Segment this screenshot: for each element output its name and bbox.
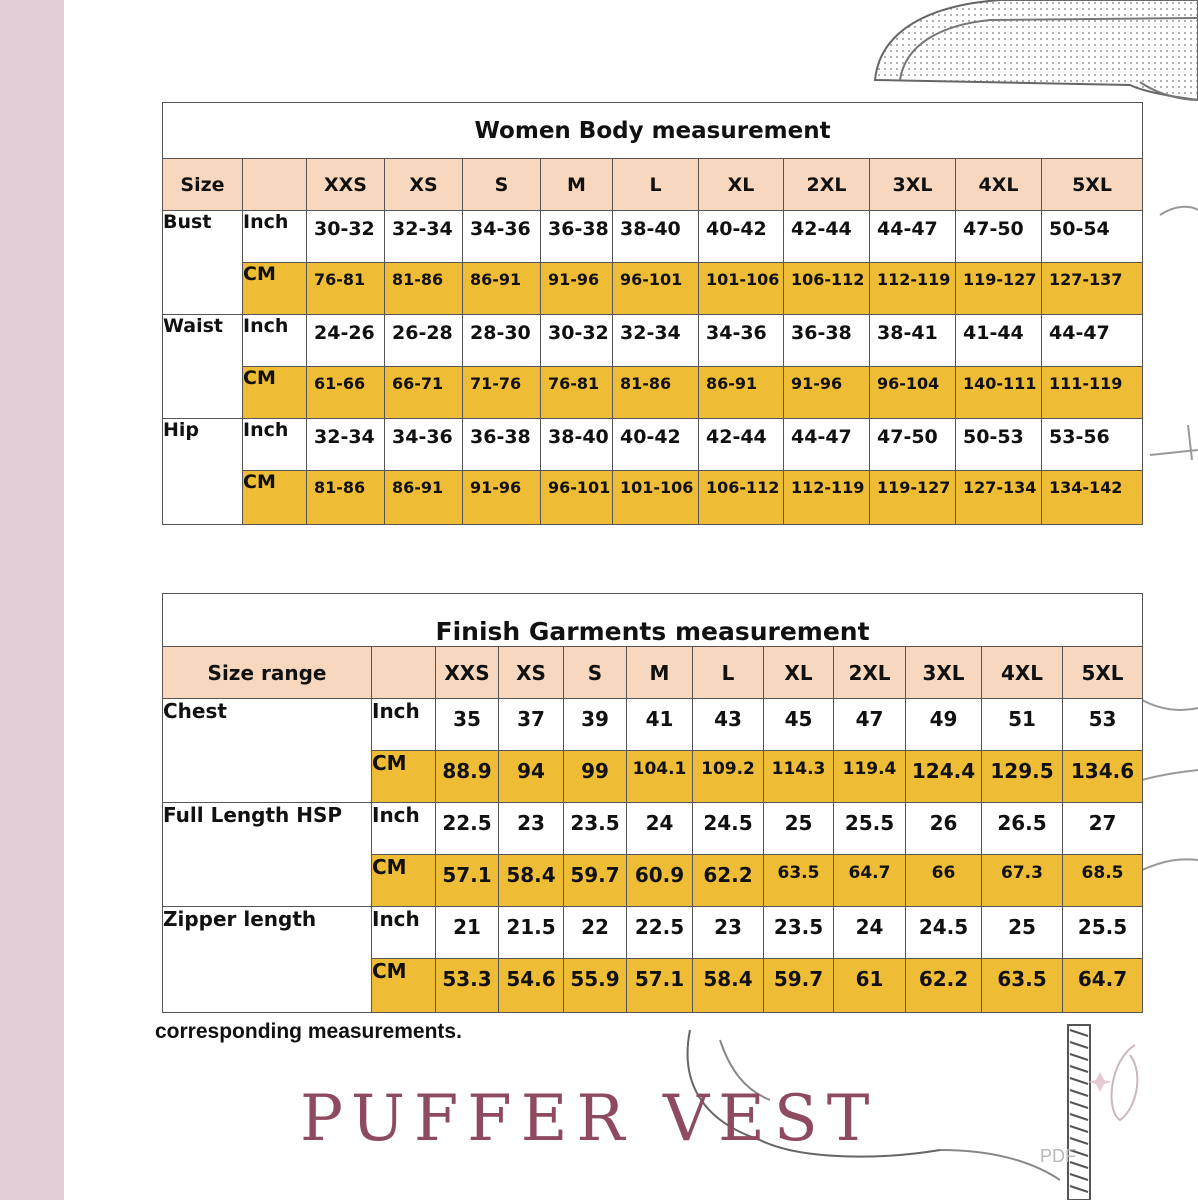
full-length-hsp-inch-row xyxy=(163,803,1143,855)
value-cell: 68.5 xyxy=(1063,855,1143,907)
value-cell: 112-119 xyxy=(870,263,956,315)
value-cell: 32-34 xyxy=(307,419,385,471)
value-cell: 91-96 xyxy=(541,263,613,315)
value-cell: 26-28 xyxy=(385,315,463,367)
value-cell: 30-32 xyxy=(307,211,385,263)
value-cell: 40-42 xyxy=(699,211,784,263)
value-cell: 47-50 xyxy=(870,419,956,471)
inch-unit-label: Inch xyxy=(372,907,436,959)
value-cell: 21 xyxy=(436,907,499,959)
value-cell: 26 xyxy=(906,803,982,855)
value-cell: 43 xyxy=(693,699,764,751)
value-cell: 119.4 xyxy=(834,751,906,803)
value-cell: 35 xyxy=(436,699,499,751)
value-cell: 25 xyxy=(982,907,1063,959)
value-cell: 34-36 xyxy=(699,315,784,367)
value-cell: 57.1 xyxy=(436,855,499,907)
size-header-cell: XL xyxy=(699,159,784,211)
value-cell: 25.5 xyxy=(1063,907,1143,959)
value-cell: 99 xyxy=(564,751,627,803)
garment-table-title: Finish Garments measurement xyxy=(163,594,1143,647)
value-cell: 86-91 xyxy=(463,263,541,315)
value-cell: 64.7 xyxy=(834,855,906,907)
value-cell: 119-127 xyxy=(956,263,1042,315)
value-cell: 71-76 xyxy=(463,367,541,419)
value-cell: 86-91 xyxy=(699,367,784,419)
chest-label: Chest xyxy=(163,699,372,803)
value-cell: 27 xyxy=(1063,803,1143,855)
value-cell: 36-38 xyxy=(541,211,613,263)
hip-cm-row xyxy=(163,471,1143,525)
value-cell: 28-30 xyxy=(463,315,541,367)
value-cell: 38-40 xyxy=(613,211,699,263)
inch-unit-label: Inch xyxy=(243,315,307,367)
value-cell: 32-34 xyxy=(613,315,699,367)
value-cell: 50-54 xyxy=(1042,211,1143,263)
value-cell: 23.5 xyxy=(764,907,834,959)
value-cell: 55.9 xyxy=(564,959,627,1013)
value-cell: 119-127 xyxy=(870,471,956,525)
value-cell: 22 xyxy=(564,907,627,959)
unit-header-blank xyxy=(243,159,307,211)
inch-unit-label: Inch xyxy=(243,419,307,471)
size-header-cell: S xyxy=(463,159,541,211)
value-cell: 101-106 xyxy=(613,471,699,525)
zipper-length-label: Zipper length xyxy=(163,907,372,1013)
value-cell: 104.1 xyxy=(627,751,693,803)
size-header-cell: 2XL xyxy=(784,159,870,211)
cm-unit-label: CM xyxy=(372,959,436,1013)
value-cell: 38-40 xyxy=(541,419,613,471)
body-size-header-row xyxy=(163,159,1143,211)
value-cell: 94 xyxy=(499,751,564,803)
value-cell: 25 xyxy=(764,803,834,855)
size-range-header-label: Size range xyxy=(163,647,372,699)
bust-inch-row xyxy=(163,211,1143,263)
garment-size-header-row xyxy=(163,647,1143,699)
bust-cm-row xyxy=(163,263,1143,315)
inch-unit-label: Inch xyxy=(372,699,436,751)
value-cell: 127-137 xyxy=(1042,263,1143,315)
value-cell: 57.1 xyxy=(627,959,693,1013)
size-header-cell: L xyxy=(693,647,764,699)
value-cell: 21.5 xyxy=(499,907,564,959)
value-cell: 45 xyxy=(764,699,834,751)
size-header-cell: 4XL xyxy=(956,159,1042,211)
value-cell: 44-47 xyxy=(870,211,956,263)
value-cell: 53 xyxy=(1063,699,1143,751)
value-cell: 127-134 xyxy=(956,471,1042,525)
value-cell: 96-101 xyxy=(541,471,613,525)
value-cell: 101-106 xyxy=(699,263,784,315)
value-cell: 114.3 xyxy=(764,751,834,803)
value-cell: 22.5 xyxy=(627,907,693,959)
value-cell: 67.3 xyxy=(982,855,1063,907)
value-cell: 38-41 xyxy=(870,315,956,367)
value-cell: 112-119 xyxy=(784,471,870,525)
full-length-hsp-label: Full Length HSP xyxy=(163,803,372,907)
value-cell: 63.5 xyxy=(982,959,1063,1013)
size-header-cell: XXS xyxy=(307,159,385,211)
value-cell: 30-32 xyxy=(541,315,613,367)
value-cell: 24-26 xyxy=(307,315,385,367)
size-header-cell: XL xyxy=(764,647,834,699)
waist-inch-row xyxy=(163,315,1143,367)
value-cell: 91-96 xyxy=(784,367,870,419)
value-cell: 66-71 xyxy=(385,367,463,419)
value-cell: 64.7 xyxy=(1063,959,1143,1013)
value-cell: 86-91 xyxy=(385,471,463,525)
value-cell: 24 xyxy=(627,803,693,855)
hip-inch-row xyxy=(163,419,1143,471)
value-cell: 42-44 xyxy=(699,419,784,471)
value-cell: 50-53 xyxy=(956,419,1042,471)
cm-unit-label: CM xyxy=(372,751,436,803)
zipper-length-inch-row xyxy=(163,907,1143,959)
value-cell: 96-101 xyxy=(613,263,699,315)
value-cell: 26.5 xyxy=(982,803,1063,855)
value-cell: 40-42 xyxy=(613,419,699,471)
value-cell: 61 xyxy=(834,959,906,1013)
value-cell: 140-111 xyxy=(956,367,1042,419)
size-header-cell: 2XL xyxy=(834,647,906,699)
women-body-measurement-table xyxy=(162,102,1143,525)
body-table-title: Women Body measurement xyxy=(163,103,1143,159)
value-cell: 24.5 xyxy=(693,803,764,855)
finish-garments-measurement-table xyxy=(162,593,1143,1013)
value-cell: 24.5 xyxy=(906,907,982,959)
value-cell: 81-86 xyxy=(385,263,463,315)
value-cell: 42-44 xyxy=(784,211,870,263)
value-cell: 49 xyxy=(906,699,982,751)
value-cell: 106-112 xyxy=(699,471,784,525)
size-header-cell: L xyxy=(613,159,699,211)
value-cell: 23.5 xyxy=(564,803,627,855)
value-cell: 62.2 xyxy=(693,855,764,907)
value-cell: 41-44 xyxy=(956,315,1042,367)
value-cell: 53-56 xyxy=(1042,419,1143,471)
value-cell: 59.7 xyxy=(764,959,834,1013)
product-title: PUFFER VEST xyxy=(300,1082,879,1156)
value-cell: 134-142 xyxy=(1042,471,1143,525)
size-header-cell: 5XL xyxy=(1042,159,1143,211)
cm-unit-label: CM xyxy=(243,471,307,525)
value-cell: 36-38 xyxy=(463,419,541,471)
value-cell: 47-50 xyxy=(956,211,1042,263)
value-cell: 66 xyxy=(906,855,982,907)
note-text: corresponding measurements. xyxy=(155,1020,462,1043)
unit-header-blank xyxy=(372,647,436,699)
size-header-cell: XS xyxy=(499,647,564,699)
value-cell: 34-36 xyxy=(385,419,463,471)
value-cell: 81-86 xyxy=(307,471,385,525)
waist-cm-row xyxy=(163,367,1143,419)
value-cell: 91-96 xyxy=(463,471,541,525)
value-cell: 124.4 xyxy=(906,751,982,803)
value-cell: 37 xyxy=(499,699,564,751)
value-cell: 81-86 xyxy=(613,367,699,419)
value-cell: 111-119 xyxy=(1042,367,1143,419)
value-cell: 129.5 xyxy=(982,751,1063,803)
size-header-cell: M xyxy=(627,647,693,699)
value-cell: 44-47 xyxy=(1042,315,1143,367)
size-header-cell: XXS xyxy=(436,647,499,699)
value-cell: 76-81 xyxy=(541,367,613,419)
waist-label: Waist xyxy=(163,315,243,419)
hip-label: Hip xyxy=(163,419,243,525)
value-cell: 41 xyxy=(627,699,693,751)
value-cell: 25.5 xyxy=(834,803,906,855)
value-cell: 60.9 xyxy=(627,855,693,907)
value-cell: 106-112 xyxy=(784,263,870,315)
value-cell: 23 xyxy=(693,907,764,959)
value-cell: 36-38 xyxy=(784,315,870,367)
value-cell: 76-81 xyxy=(307,263,385,315)
size-header-cell: 3XL xyxy=(906,647,982,699)
value-cell: 63.5 xyxy=(764,855,834,907)
value-cell: 109.2 xyxy=(693,751,764,803)
value-cell: 96-104 xyxy=(870,367,956,419)
bust-label: Bust xyxy=(163,211,243,315)
value-cell: 51 xyxy=(982,699,1063,751)
value-cell: 61-66 xyxy=(307,367,385,419)
value-cell: 54.6 xyxy=(499,959,564,1013)
pdf-watermark: PDF xyxy=(1040,1146,1076,1166)
size-header-label: Size xyxy=(163,159,243,211)
inch-unit-label: Inch xyxy=(243,211,307,263)
cm-unit-label: CM xyxy=(243,367,307,419)
value-cell: 23 xyxy=(499,803,564,855)
chest-inch-row xyxy=(163,699,1143,751)
size-header-cell: 3XL xyxy=(870,159,956,211)
value-cell: 58.4 xyxy=(499,855,564,907)
value-cell: 39 xyxy=(564,699,627,751)
value-cell: 47 xyxy=(834,699,906,751)
value-cell: 32-34 xyxy=(385,211,463,263)
inch-unit-label: Inch xyxy=(372,803,436,855)
value-cell: 44-47 xyxy=(784,419,870,471)
cm-unit-label: CM xyxy=(372,855,436,907)
value-cell: 22.5 xyxy=(436,803,499,855)
value-cell: 59.7 xyxy=(564,855,627,907)
value-cell: 134.6 xyxy=(1063,751,1143,803)
size-header-cell: XS xyxy=(385,159,463,211)
cm-unit-label: CM xyxy=(243,263,307,315)
value-cell: 53.3 xyxy=(436,959,499,1013)
value-cell: 88.9 xyxy=(436,751,499,803)
value-cell: 34-36 xyxy=(463,211,541,263)
size-header-cell: 5XL xyxy=(1063,647,1143,699)
value-cell: 58.4 xyxy=(693,959,764,1013)
size-header-cell: S xyxy=(564,647,627,699)
size-header-cell: 4XL xyxy=(982,647,1063,699)
value-cell: 24 xyxy=(834,907,906,959)
size-header-cell: M xyxy=(541,159,613,211)
value-cell: 62.2 xyxy=(906,959,982,1013)
